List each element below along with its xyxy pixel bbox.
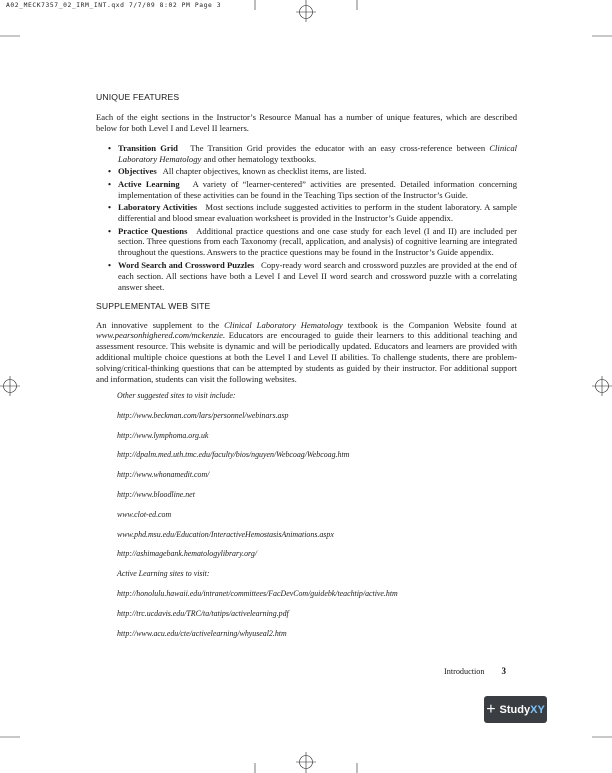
- link-list: [117, 386, 517, 643]
- site-link[interactable]: http://honolulu.hawaii.edu/intranet/committees/FacDevCom/guidebk/teachtip/active.htm: [117, 588, 398, 598]
- bullet: •: [108, 142, 112, 153]
- companion-website-link[interactable]: www.pearsonhighered.com/mckenzie.: [96, 330, 226, 341]
- feature-text: The Transition Grid provides the educator with an easy cross-reference between: [190, 142, 490, 153]
- web-site-heading: SUPPLEMENTAL WEB SITE: [96, 300, 211, 311]
- badge-accent: XY: [530, 703, 545, 716]
- web-text: An innovative supplement to the: [96, 319, 225, 330]
- feature-text: and other hematology textbooks.: [201, 153, 317, 164]
- feature-item: [108, 202, 517, 224]
- active-sites-label: Active Learning sites to visit:: [117, 569, 210, 579]
- feature-text: A variety of “learner-centered” activities are presented. Detailed information concerning implementation of these activities can be found in the Teaching Tips section of the Instructor’s Guide.: [118, 178, 517, 200]
- site-link[interactable]: http://www.bloodline.net: [117, 489, 195, 499]
- plus-icon: +: [486, 700, 496, 718]
- feature-list: [96, 143, 517, 293]
- feature-term: Objectives: [118, 166, 157, 177]
- bullet: •: [108, 166, 112, 177]
- page-footer: [444, 666, 506, 676]
- unique-features-heading: UNIQUE FEATURES: [96, 92, 180, 102]
- web-site-paragraph: [96, 320, 517, 385]
- site-link[interactable]: http://www.beckman.com/lars/personnel/webinars.asp: [117, 410, 289, 420]
- site-link[interactable]: http://www.whonamedit.com/: [117, 470, 210, 480]
- other-sites-label: Other suggested sites to visit include:: [117, 391, 236, 400]
- footer-section: Introduction: [444, 667, 485, 676]
- feature-term: Transition Grid: [118, 142, 178, 153]
- badge-text: Study: [499, 703, 531, 716]
- feature-term: Laboratory Activities: [118, 202, 198, 213]
- feature-text: Most sections include suggested activities to perform in the student laboratory. A sample differential and blood smear evaluation worksheet is provided in the Instructor’s Guide appendix.: [118, 202, 517, 224]
- feature-text: All chapter objectives, known as checklist items, are listed.: [162, 166, 367, 177]
- feature-term: Active Learning: [118, 178, 180, 189]
- bullet: •: [108, 225, 112, 236]
- feature-term: Word Search and Crossword Puzzles: [118, 259, 255, 270]
- bullet: •: [108, 178, 112, 189]
- feature-item: [108, 226, 517, 259]
- feature-item: [108, 166, 517, 177]
- site-link[interactable]: http://ashimagebank.hematologylibrary.org/: [117, 549, 257, 559]
- unique-features-intro: Each of the eight sections in the Instructor’s Resource Manual has a number of unique features, which are described below for both Level I and Level II learners.: [96, 112, 517, 133]
- page-number: 3: [501, 666, 506, 676]
- site-link[interactable]: www.phd.msu.edu/Education/InteractiveHemostasisAnimations.aspx: [117, 529, 334, 539]
- bullet: •: [108, 259, 112, 270]
- web-text: textbook is the Companion Website found at: [342, 319, 517, 330]
- feature-item: [108, 179, 517, 201]
- web-text: Educators are encouraged to guide their learners to this additional teaching and assessment resource. This website is dynamic and will be periodically updated. Educators and learners are provided with additional multiple choice questions at both the Level I and Level II abilities. To challenge students, there are problem-solving/critical-thinking questions that can be attempted by students as guided by their instructor. For additional support and information, students can visit the following websites.: [96, 330, 517, 385]
- book-title: Clinical Laboratory Hematology: [224, 319, 343, 330]
- site-link[interactable]: www.clot-ed.com: [117, 509, 172, 519]
- site-link[interactable]: http://www.acu.edu/cte/activelearning/whyuseal2.htm: [117, 628, 287, 638]
- site-link[interactable]: http://www.lymphoma.org.uk: [117, 430, 209, 440]
- feature-text: Copy-ready word search and crossword puzzles are provided at the end of each section. All sections have both a Level I and Level II word search and crossword puzzle with a correlating answer sheet.: [118, 259, 517, 292]
- feature-term: Practice Questions: [118, 225, 188, 236]
- file-slug: A02_MECK7357_02_IRM_INT.qxd 7/7/09 8:02 PM Page 3: [6, 2, 222, 9]
- site-link[interactable]: http://dpalm.med.uth.tmc.edu/faculty/bios/nguyen/Webcoag/Webcoag.htm: [117, 450, 350, 460]
- page-content: [96, 92, 517, 643]
- feature-item: [108, 260, 517, 293]
- feature-text: Additional practice questions and one case study for each level (I and II) are included per section. Three questions from each Taxonomy (recall, application, and analysis) of cognitive learning are integrated throughout the questions. Answers to the practice questions may be found in the Instructor’s Guide appendix.: [118, 225, 517, 258]
- feature-emphasis: Clinical Laboratory Hematology: [118, 142, 518, 164]
- site-link[interactable]: http://trc.ucdavis.edu/TRC/ta/tatips/activelearning.pdf: [117, 608, 289, 618]
- bullet: •: [108, 202, 112, 213]
- studyxy-badge[interactable]: [484, 696, 547, 723]
- feature-item: [108, 143, 517, 165]
